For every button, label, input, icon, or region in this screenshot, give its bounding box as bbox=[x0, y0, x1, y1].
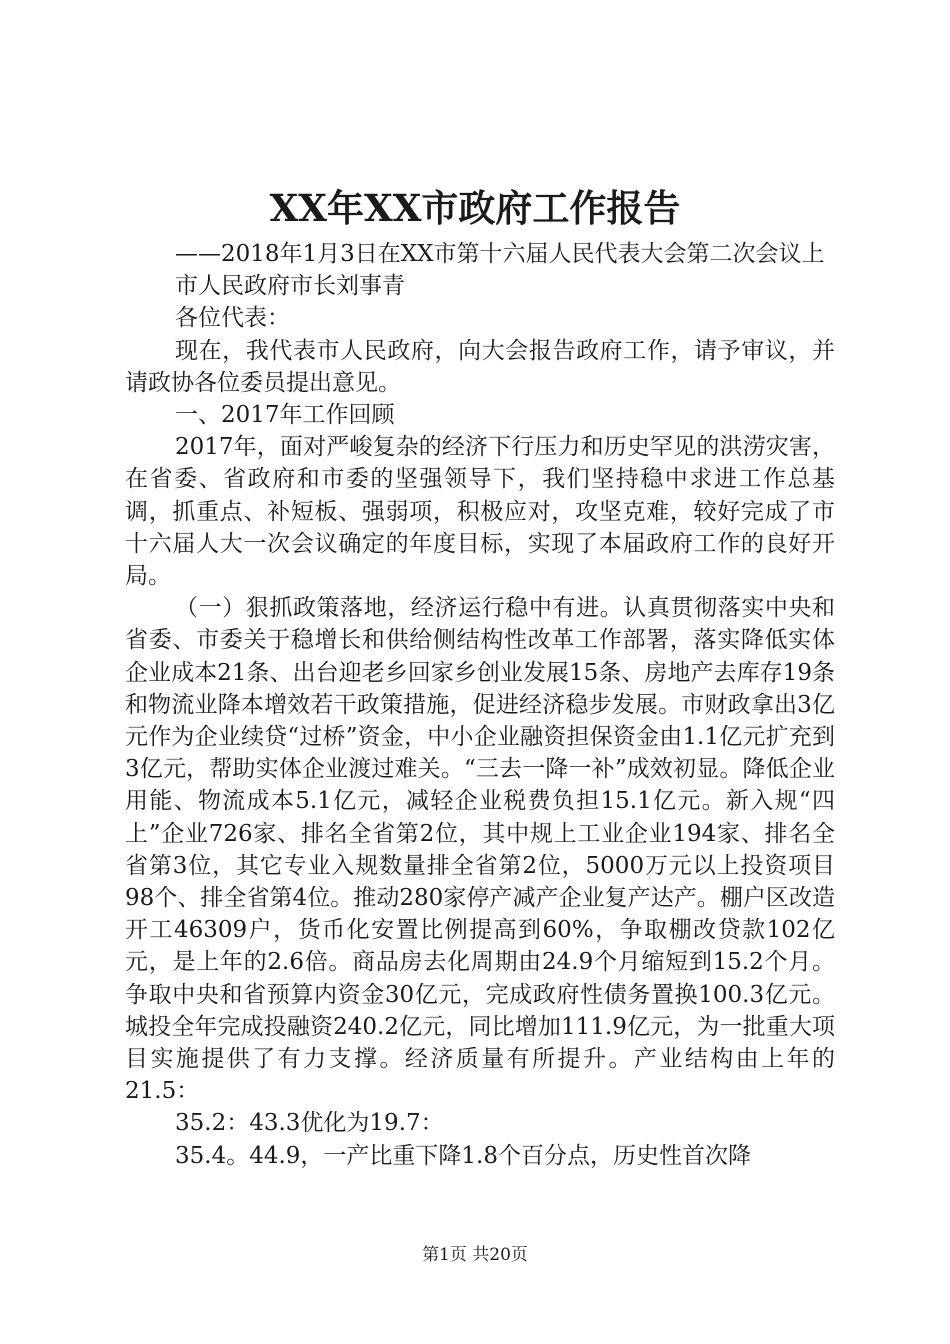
document-body bbox=[125, 238, 835, 1172]
body-paragraph: 35.4。44.9，一产比重下降1.8个百分点，历史性首次降 bbox=[175, 1142, 751, 1169]
document-title: XX年XX市政府工作报告 bbox=[269, 186, 681, 230]
section-heading: 一、2017年工作回顾 bbox=[175, 402, 395, 429]
body-paragraph: （一）狠抓政策落地，经济运行稳中有进。认真贯彻落实中央和省委、市委关于稳增长和供给侧结构性改革工作部署，落实降低实体企业成本21条、出台迎老乡回家乡创业发展15条、房地产去库存19条和物流业降本增效若干政策措施，促进经济稳步发展。市财政拿出3亿元作为企业续贷“过桥”资金，中小企业融资担保资金由1.1亿元扩充到3亿元，帮助实体企业渡过难关。“三去一降一补”成效初显。降低企业用能、物流成本5.1亿元，减轻企业税费负担15.1亿元。新入规“四上”企业726家、排名全省第2位，其中规上工业企业194家、排名全省第3位，其它专业入规数量排全省第2位，5000万元以上投资项目98个、排全省第4位。推动280家停产减产企业复产达产。棚户区改造开工46309户，货币化安置比例提高到60%，争取棚改贷款102亿元，是上年的2.6倍。商品房去化周期由24.9个月缩短到15.2个月。争取中央和省预算内资金30亿元，完成政府性债务置换100.3亿元。城投全年完成投融资240.2亿元，同比增加111.9亿元，为一批重大项目实施提供了有力支撑。经济质量有所提升。产业结构由上年的21.5： bbox=[125, 595, 835, 1105]
page-footer: 第1页 共20页 bbox=[422, 1245, 528, 1265]
body-paragraph: 2017年，面对严峻复杂的经济下行压力和历史罕见的洪涝灾害，在省委、省政府和市委的坚强领导下，我们坚持稳中求进工作总基调，抓重点、补短板、强弱项，积极应对，攻坚克难，较好完成了市十六届人大一次会议确定的年度目标，实现了本届政府工作的良好开局。 bbox=[125, 434, 835, 590]
body-paragraph: 现在，我代表市人民政府，向大会报告政府工作，请予审议，并请政协各位委员提出意见。 bbox=[125, 337, 835, 396]
body-paragraph: 35.2：43.3优化为19.7： bbox=[175, 1110, 444, 1137]
subtitle-paragraph: ——2018年1月3日在XX市第十六届人民代表大会第二次会议上 bbox=[175, 241, 825, 267]
salutation-paragraph: 各位代表： bbox=[175, 305, 290, 332]
speaker-paragraph: 市人民政府市长刘事青 bbox=[175, 273, 405, 300]
